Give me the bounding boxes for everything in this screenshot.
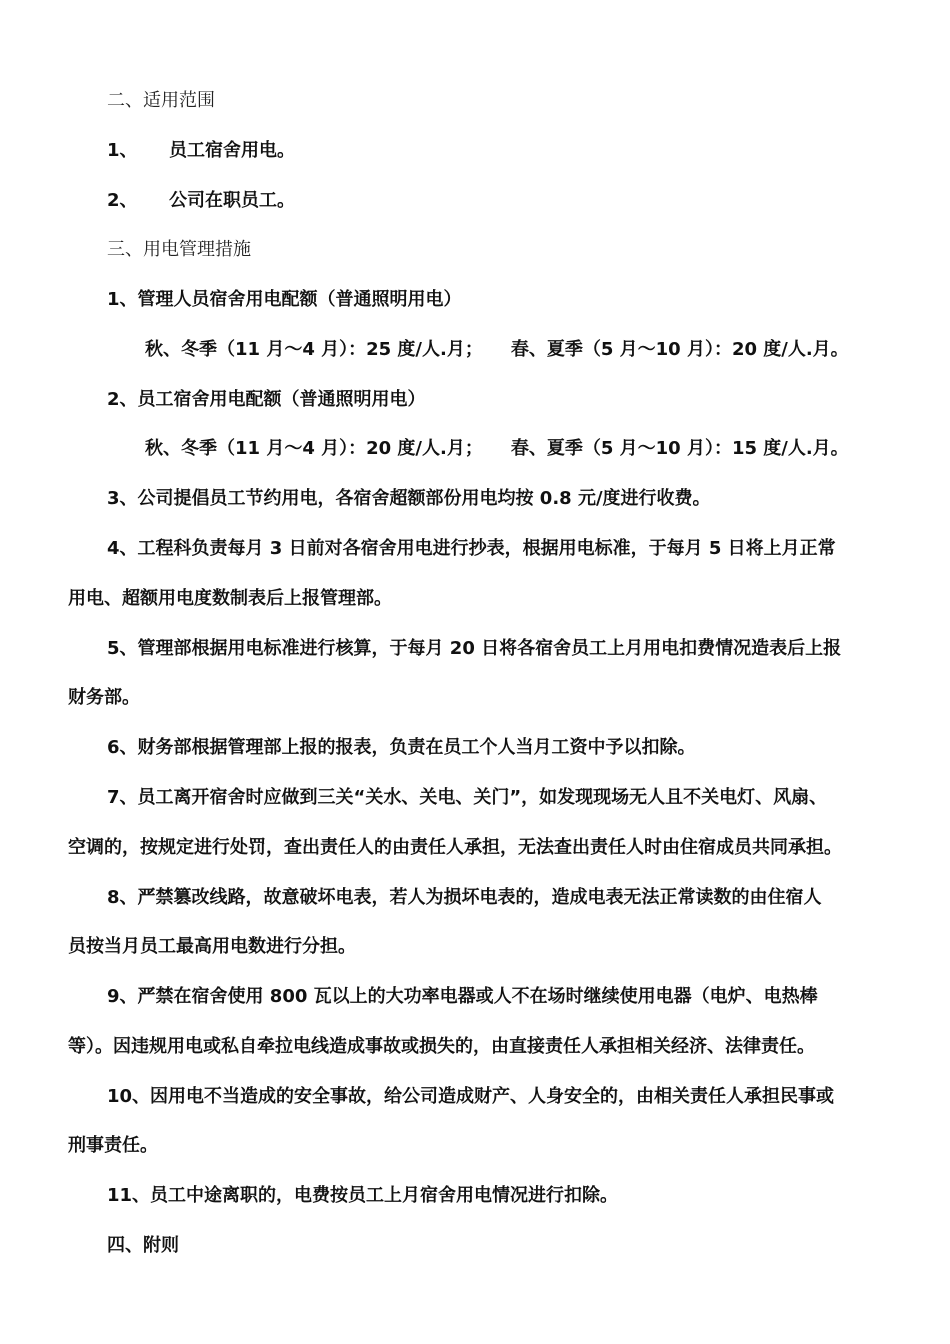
rule-3: 3、公司提倡员工节约用电，各宿舍超额部份用电均按 0.8 元/度进行收费。 [107,488,711,509]
quota-staff-spring-summer: 春、夏季（5 月～10 月）：15 度/人.月。 [510,438,849,459]
quota-staff-title: 2、员工宿舍用电配额（普通照明用电） [107,389,426,410]
rule-10-line-2: 刑事责任。 [68,1135,158,1156]
scope-item-1 [107,139,295,163]
rule-9-line-2: 等）。因违规用电或私自牵拉电线造成事故或损失的，由直接责任人承担相关经济、法律责任。 [68,1036,815,1057]
quota-managers-values [145,338,849,362]
scope-item-2 [107,189,295,213]
quota-staff-autumn-winter: 秋、冬季（11 月～4 月）：20 度/人.月； [145,438,483,459]
rule-7-line-2: 空调的，按规定进行处罚，查出责任人的由责任人承担，无法查出责任人时由住宿成员共同承担。 [68,837,842,858]
scope-item-1-text: 员工宿舍用电。 [169,140,295,161]
scope-item-2-text: 公司在职员工。 [169,190,295,211]
rule-11: 11、员工中途离职的，电费按员工上月宿舍用电情况进行扣除。 [107,1185,619,1206]
rule-4-line-2: 用电、超额用电度数制表后上报管理部。 [68,588,392,609]
quota-managers-autumn-winter: 秋、冬季（11 月～4 月）：25 度/人.月； [145,339,483,360]
rule-4-line-1: 4、工程科负责每月 3 日前对各宿舍用电进行抄表，根据用电标准，于每月 5 日将上月正常 [107,538,836,559]
quota-staff-values [145,437,849,461]
quota-managers-spring-summer: 春、夏季（5 月～10 月）：20 度/人.月。 [510,339,849,360]
quota-managers-title: 1、管理人员宿舍用电配额（普通照明用电） [107,289,462,310]
rule-5-line-2: 财务部。 [68,687,140,708]
rule-8-line-2: 员按当月员工最高用电数进行分担。 [68,936,356,957]
rule-7-line-1: 7、员工离开宿舍时应做到三关“关水、关电、关门”，如发现现场无人且不关电灯、风扇、 [107,787,828,808]
rule-10-line-1: 10、因用电不当造成的安全事故，给公司造成财产、人身安全的，由相关责任人承担民事或 [107,1086,835,1107]
measures-heading: 三、用电管理措施 [107,239,251,260]
appendix-heading: 四、附则 [107,1235,179,1256]
scope-item-2-num: 2、 [107,190,138,211]
rule-8-line-1: 8、严禁篡改线路，故意破坏电表，若人为损坏电表的，造成电表无法正常读数的由住宿人 [107,887,822,908]
scope-item-1-num: 1、 [107,140,138,161]
rule-5-line-1: 5、管理部根据用电标准进行核算，于每月 20 日将各宿舍员工上月用电扣费情况造表后上报 [107,638,842,659]
rule-6: 6、财务部根据管理部上报的报表，负责在员工个人当月工资中予以扣除。 [107,737,696,758]
scope-heading: 二、适用范围 [107,90,215,111]
rule-9-line-1: 9、严禁在宿舍使用 800 瓦以上的大功率电器或人不在场时继续使用电器（电炉、电热棒 [107,986,818,1007]
